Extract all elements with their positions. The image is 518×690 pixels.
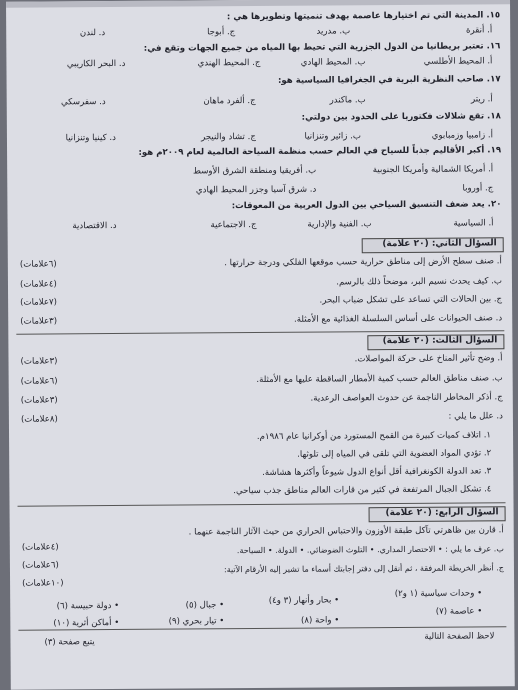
option-a: أ. المحيط الأطلسي	[423, 56, 493, 67]
section-2-item-b-marks: (٤علامات)	[19, 279, 57, 290]
question-16: ١٦. تعتبر بريطانيا من الدول الجزرية التي تحيط بها المياه من جميع الجهات وتقع في:	[143, 41, 501, 54]
section-2-item-c-marks: (٧علامات)	[20, 297, 58, 308]
section-4-item-a-marks: (٤علامات)	[21, 542, 59, 553]
section-3-item-b: ب. صنف مناطق العالم حسب كمية الأمطار الساقطة عليها مع الأمثلة.	[256, 373, 503, 386]
section-3-item-d-marks: (٨علامات)	[20, 414, 58, 425]
section-2-item-a: أ. صنف سطح الأرض إلى مناطق حرارية حسب موقعها الفلكي ودرجة حرارتها .	[224, 256, 502, 269]
option-c: ج. تشاد والنيجر	[201, 132, 256, 143]
section-3-item-d: د. علل ما يلي :	[448, 411, 503, 422]
option-b: ب. الفنية والإدارية	[307, 219, 372, 230]
section-3-item-a-marks: (٣علامات)	[20, 356, 58, 367]
option-d: د. شرق آسيا وجزر المحيط الهادي	[195, 184, 317, 196]
section-3-item-a: أ. وضح تأثير المناخ على حركة المواصلات.	[354, 353, 503, 365]
option-d: د. الاقتصادية	[72, 220, 117, 232]
option-b: ب. المحيط الهادي	[300, 57, 366, 68]
section-4-item-b-marks: (٦علامات)	[21, 560, 59, 571]
section-3-reason-3: ٣. تعد الدولة الكونغرافية أقل أنواع الدول شيوعاً وأكثرها هشاشة.	[262, 466, 492, 478]
section-4-item-c-marks: (١٠علامات)	[22, 578, 64, 589]
option-c: ج. أوروبا	[462, 183, 494, 194]
section-3-item-c-marks: (٣علامات)	[20, 395, 58, 406]
section-4-item-a: أ. قارن بين ظاهرتي تآكل طبقة الأوزون والاحتباس الحراري من حيث الآثار الناجمة عنهما .	[188, 525, 504, 538]
question-19-options-row1	[17, 164, 501, 179]
map-item: • وحدات سياسية (١ و٢)	[394, 588, 483, 600]
section-4-header: السؤال الرابع: (٢٠ علامة)	[369, 506, 506, 522]
map-item: • عاصمة (٧)	[435, 606, 483, 617]
question-16-options	[16, 56, 500, 71]
question-18-options	[17, 130, 501, 145]
option-b: ب. مدريد	[316, 26, 351, 37]
section-4-item-c: ج. أنظر الخريطة المرفقة ، ثم أنقل إلى دفتر إجابتك أسماء ما تشير إليه الأرقام الآتية:	[223, 563, 505, 575]
question-19: ١٩. أكبر الأقاليم جذباً للسياح في العالم حسب منظمة السياحة العالمية لعام ٢٠٠٩م هو:	[138, 145, 502, 158]
question-19-options-row2	[17, 183, 501, 198]
footer-page-continues: يتبع صفحة (٣)	[44, 637, 95, 648]
section-2-header: السؤال الثاني: (٢٠ علامة)	[362, 237, 504, 253]
section-3-item-b-marks: (٦علامات)	[20, 376, 58, 387]
option-a: أ. زامبيا وزمبابوي	[431, 130, 493, 141]
option-a: أ. أمريكا الشمالية وأمريكا الجنوبية	[372, 164, 494, 176]
question-17: ١٧. صاحب النظرية البرية في الجغرافيا السياسية هو:	[277, 74, 501, 86]
option-c: ج. الاجتماعية	[210, 220, 257, 231]
map-item: • بحار وأنهار (٣ و٤)	[268, 595, 340, 606]
section-3-reason-1: ١. اتلاف كميات كبيرة من القمح المستورد من أوكرانيا عام ١٩٨٦م.	[256, 430, 492, 443]
question-18: ١٨. تقع شلالات فكتوريا على الحدود بين دولتي:	[301, 111, 501, 123]
question-15-options	[16, 25, 500, 40]
option-a: أ. ريتر	[470, 94, 493, 105]
section-3-item-c: ج. أذكر المخاطر الناجمة عن حدوث العواصف الرعدية.	[310, 392, 503, 404]
option-a: أ. السياسية	[453, 218, 494, 229]
option-c: ج. أبوجا	[207, 27, 236, 38]
section-2-item-b: ب. كيف يحدث نسيم البر، موضحاً ذلك بالرسم.	[336, 276, 503, 288]
exam-page	[6, 0, 515, 690]
section-2-item-c: ج. بين الحالات التي تساعد على تشكل ضباب البحر.	[319, 294, 503, 306]
question-20: ٢٠. يعد ضعف التنسيق السياحي بين الدول العربية من المعوقات:	[231, 199, 502, 212]
option-d: د. سفرسكي	[60, 97, 106, 108]
section-2-item-a-marks: (٦علامات)	[19, 259, 57, 270]
section-3-reason-4: ٤. تشكل الجبال المرتفعة في كثير من قارات العالم مناطق جذب سياحي.	[233, 484, 492, 497]
section-2-item-d-marks: (٣علامات)	[20, 316, 58, 327]
map-item: • جبال (٥)	[185, 600, 225, 611]
footer-next-page-note: لاحظ الصفحة التالية	[424, 631, 495, 642]
map-item: • تيار بحري (٩)	[168, 616, 225, 627]
option-b: ب. ماكندر	[329, 95, 366, 106]
section-3-reason-2: ٢. تؤدي المواد العضوية التي تلقى في المياه إلى تلوثها.	[297, 448, 492, 460]
map-item: • واحة (٨)	[300, 615, 340, 626]
section-3-header: السؤال الثالث: (٢٠ علامة)	[367, 334, 504, 350]
option-b: ب. زائير وتنزانيا	[304, 131, 361, 142]
question-15: ١٥. المدينة التي تم اختيارها عاصمة بهدف تنميتها وتطويرها هي :	[226, 10, 501, 23]
option-a: أ. أنقرة	[465, 25, 493, 36]
option-c: ج. المحيط الهندي	[197, 57, 261, 69]
section-2-item-d: د. صنف الحيوانات على أساس السلسلة الغذائية مع الأمثلة.	[293, 313, 503, 325]
question-20-options	[18, 218, 502, 233]
page-fold	[6, 0, 510, 8]
option-b: ب. أفريقيا ومنطقة الشرق الأوسط	[192, 165, 317, 177]
option-c: ج. ألفرد ماهان	[203, 96, 256, 107]
option-d: د. البحر الكاريبي	[66, 58, 126, 70]
map-item: • دولة حبيسة (٦)	[56, 600, 120, 612]
option-d: د. لندن	[79, 28, 106, 39]
map-item: • أماكن أثرية (١٠)	[53, 617, 120, 629]
question-17-options	[17, 94, 501, 109]
section-4-item-b: ب. عرف ما يلي : • الاحتصار المداري. • التلوث الضوضائي. • الدولة. • السياحة.	[236, 544, 504, 556]
option-d: د. كينيا وتنزانيا	[65, 132, 116, 144]
